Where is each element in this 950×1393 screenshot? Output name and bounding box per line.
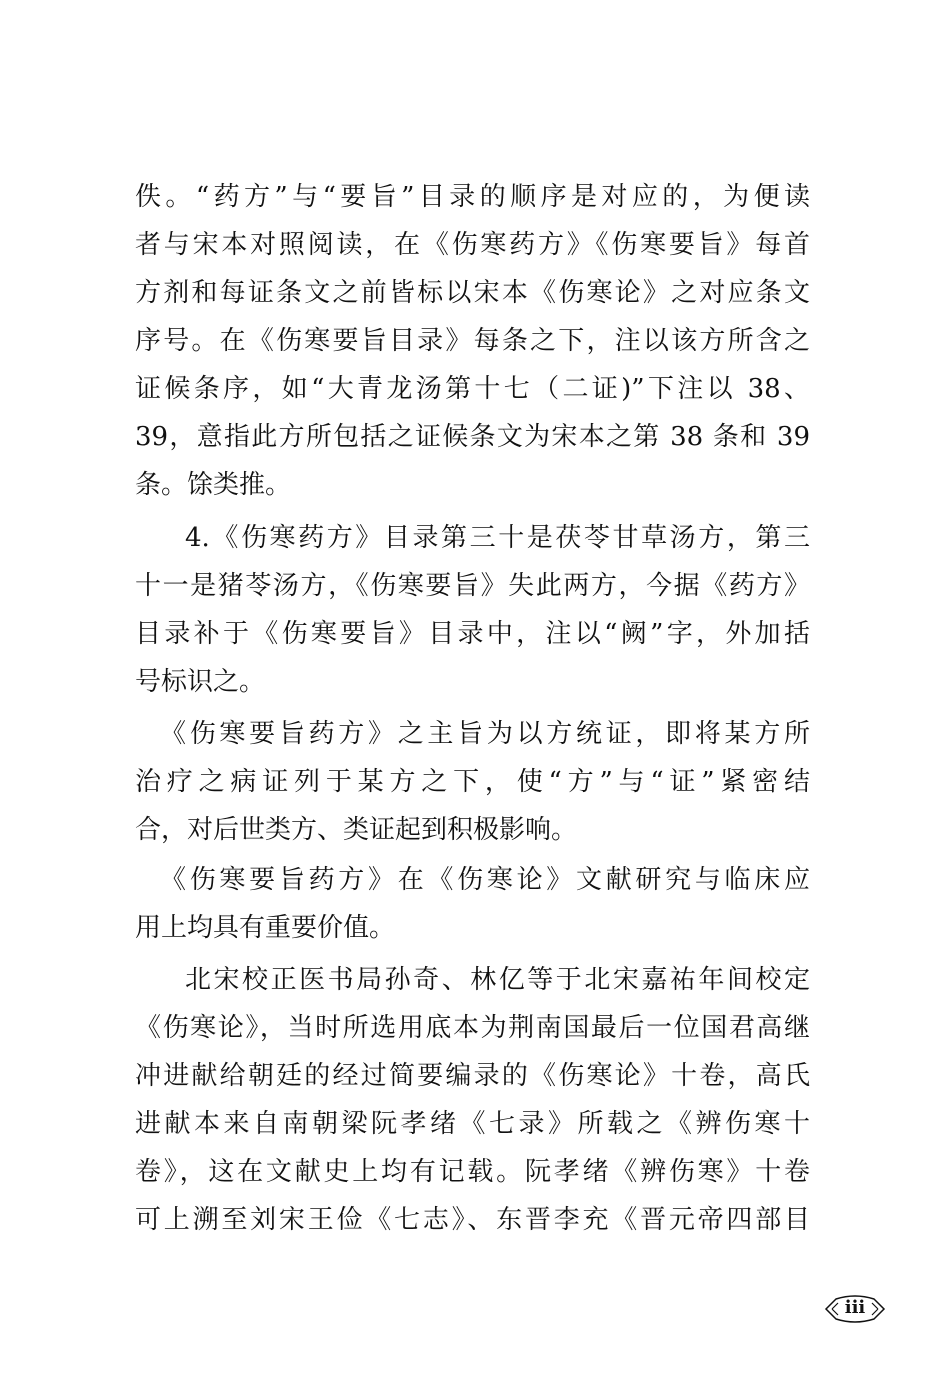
paragraph-song-line-4: 进献本来自南朝梁阮孝绪《七录》所载之《辨伤寒十 bbox=[135, 1109, 810, 1139]
paragraph-value-line-1: 《伤寒要旨药方》在《伤寒论》文献研究与临床应 bbox=[160, 865, 810, 895]
text-line-7: 条。馀类推。 bbox=[135, 470, 292, 500]
paragraph-zhuzhi-line-2: 治疗之病证列于某方之下，使“方”与“证”紧密结 bbox=[135, 767, 810, 797]
paragraph-zhuzhi-line-1: 《伤寒要旨药方》之主旨为以方统证，即将某方所 bbox=[160, 719, 810, 749]
paragraph-zhuzhi-line-3: 合，对后世类方、类证起到积极影响。 bbox=[135, 815, 578, 845]
paragraph-song-line-1: 北宋校正医书局孙奇、林亿等于北宋嘉祐年间校定 bbox=[185, 965, 810, 995]
page-number: iii bbox=[844, 1297, 866, 1318]
text-line-3: 方剂和每证条文之前皆标以宋本《伤寒论》之对应条文 bbox=[135, 278, 810, 308]
page-number-badge bbox=[822, 1291, 888, 1327]
paragraph-4-line-3: 目录补于《伤寒要旨》目录中，注以“阙”字，外加括 bbox=[135, 619, 810, 649]
paragraph-4-line-1: 4.《伤寒药方》目录第三十是茯苓甘草汤方，第三 bbox=[185, 523, 810, 553]
text-line-1: 佚。“药方”与“要旨”目录的顺序是对应的，为便读 bbox=[135, 182, 810, 212]
paragraph-song-line-2: 《伤寒论》，当时所选用底本为荆南国最后一位国君高继 bbox=[135, 1013, 810, 1043]
text-line-2: 者与宋本对照阅读，在《伤寒药方》《伤寒要旨》每首 bbox=[135, 230, 810, 260]
paragraph-song-line-3: 冲进献给朝廷的经过简要编录的《伤寒论》十卷，高氏 bbox=[135, 1061, 810, 1091]
paragraph-4-line-4: 号标识之。 bbox=[135, 667, 266, 697]
paragraph-value-line-2: 用上均具有重要价值。 bbox=[135, 913, 396, 943]
text-line-6: 39，意指此方所包括之证候条文为宋本之第 38 条和 39 bbox=[135, 422, 810, 452]
text-line-4: 序号。在《伤寒要旨目录》每条之下，注以该方所含之 bbox=[135, 326, 810, 356]
paragraph-4-line-2: 十一是猪苓汤方，《伤寒要旨》失此两方，今据《药方》 bbox=[135, 571, 810, 601]
paragraph-song-line-5: 卷》，这在文献史上均有记载。阮孝绪《辨伤寒》十卷 bbox=[135, 1157, 810, 1187]
text-line-5: 证候条序，如“大青龙汤第十七（二证)”下注以 38、 bbox=[135, 374, 810, 404]
paragraph-song-line-6: 可上溯至刘宋王俭《七志》、东晋李充《晋元帝四部目 bbox=[135, 1205, 810, 1235]
